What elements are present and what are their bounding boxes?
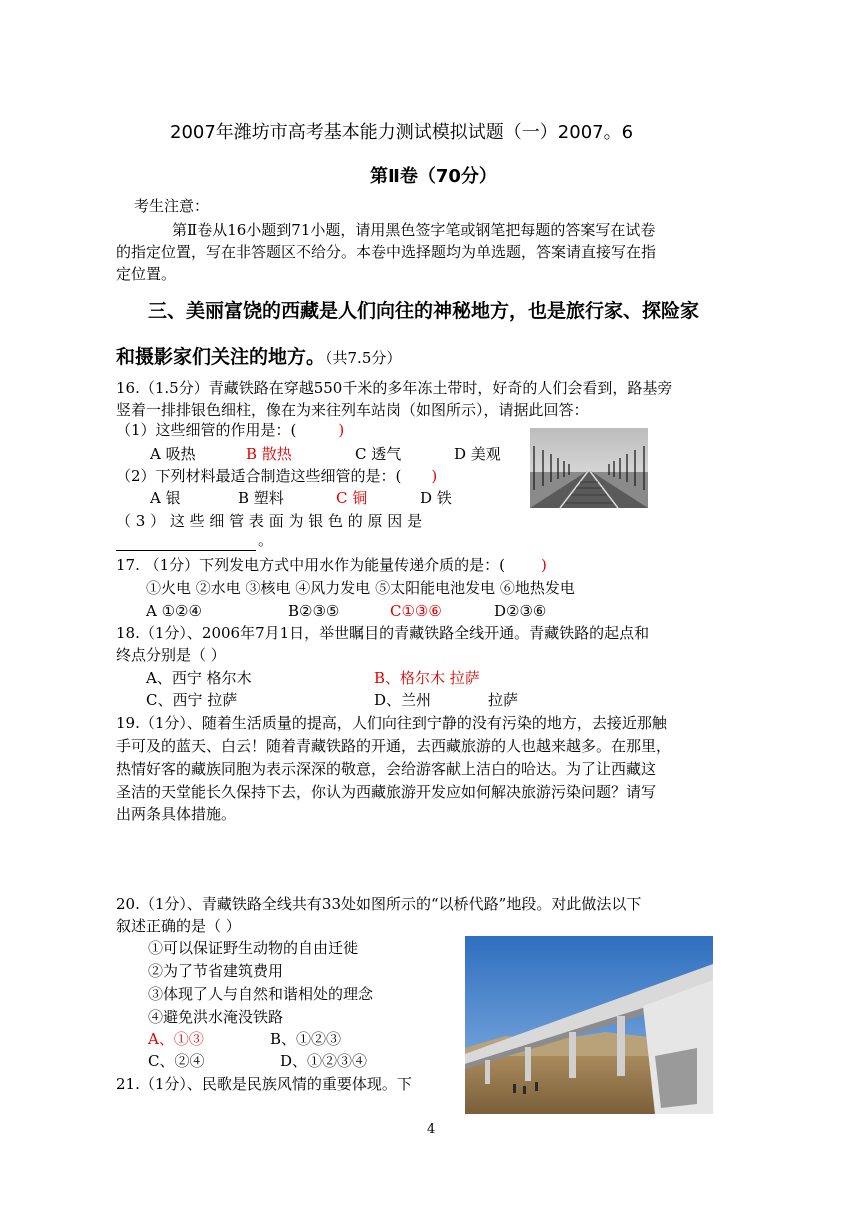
viaduct-bridge-photo xyxy=(465,936,713,1114)
q20-statement-3: ③体现了人与自然和谐相处的理念 xyxy=(148,985,374,1003)
q16-stem-line-2: 竖着一排排银色细柱，像在为来往列车站岗（如图所示），请据此回答： xyxy=(116,401,589,419)
q19-line-3: 热情好客的藏族同胞为表示深深的敬意，会给游客献上洁白的哈达。为了让西藏这 xyxy=(116,760,657,778)
q18-option-d-end: 拉萨 xyxy=(488,691,519,709)
q21-stem: 21.（1分）、民歌是民族风情的重要体现。下 xyxy=(116,1075,412,1093)
q17-option-a: A ①②④ xyxy=(146,602,202,620)
q18-stem-line-1: 18.（1分）、2006年7月1日，举世瞩目的青藏铁路全线开通。青藏铁路的起点和 xyxy=(116,624,650,642)
section-points: （共7.5分） xyxy=(325,349,402,367)
q19-line-1: 19.（1分）、随着生活质量的提高，人们向往到宁静的没有污染的地方，去接近那触 xyxy=(116,714,667,732)
q20-stem-line-2: 叙述正确的是（ ） xyxy=(116,917,241,935)
railway-photo-graphic xyxy=(530,428,648,508)
q20-option-a: A、①③ xyxy=(148,1030,204,1048)
q17-options: ①火电 ②水电 ③核电 ④风力发电 ⑤太阳能电池发电 ⑥地热发电 xyxy=(146,579,575,597)
q17-close: ) xyxy=(541,556,547,574)
q16-part1-stem: （1）这些细管的作用是：( xyxy=(116,421,297,439)
q16-part2 xyxy=(116,466,437,486)
section-heading-text: 和摄影家们关注的地方。 xyxy=(116,346,326,368)
q20-option-c: C、②④ xyxy=(148,1052,205,1070)
q16-part1-option-c: C 透气 xyxy=(355,445,402,463)
q19-line-4: 圣洁的天堂能长久保持下去，你认为西藏旅游开发应如何解决旅游污染问题？请写 xyxy=(116,783,657,801)
q16-part1 xyxy=(116,420,344,440)
q19-line-5: 出两条具体措施。 xyxy=(116,805,237,823)
q18-option-b: B、格尔木 拉萨 xyxy=(374,669,480,687)
section-heading-line-2 xyxy=(116,342,401,369)
q20-stem-line-1: 20.（1分）、青藏铁路全线共有33处如图所示的“以桥代路”地段。对此做法以下 xyxy=(116,895,642,913)
q20-statement-1: ①可以保证野生动物的自由迁徙 xyxy=(148,939,359,957)
notice-label: 考生注意： xyxy=(134,197,210,215)
q16-stem-line-1: 16.（1.5分）青藏铁路在穿越550千米的多年冻土带时，好奇的人们会看到，路基旁 xyxy=(116,379,673,397)
q16-part3-blank[interactable] xyxy=(116,530,256,551)
viaduct-photo-graphic xyxy=(465,936,713,1114)
q16-part2-option-a: A 银 xyxy=(150,489,181,507)
q16-part2-close: ) xyxy=(431,467,438,485)
q20-statement-2: ②为了节省建筑费用 xyxy=(148,962,284,980)
q16-part1-close: ) xyxy=(338,421,345,439)
q16-part2-option-b: B 塑料 xyxy=(238,489,284,507)
q18-stem-line-2: 终点分别是（ ） xyxy=(116,646,226,664)
q16-part2-stem: （2）下列材料最适合制造这些细管的是：( xyxy=(116,467,402,485)
q16-part1-option-b: B 散热 xyxy=(246,445,292,463)
q17-option-b: B②③⑤ xyxy=(288,602,340,620)
section-heading-line-1: 三、美丽富饶的西藏是人们向往的神秘地方，也是旅行家、探险家 xyxy=(148,300,700,322)
q16-part2-option-c: C 铜 xyxy=(336,489,368,507)
q20-option-b: B、①②③ xyxy=(270,1030,342,1048)
q18-option-a: A、西宁 格尔木 xyxy=(146,669,252,687)
q16-part2-option-d: D 铁 xyxy=(420,489,452,507)
q17-option-d: D②③⑥ xyxy=(494,602,547,620)
page-title: 2007年潍坊市高考基本能力测试模拟试题（一）2007。6 xyxy=(170,122,634,143)
notice-line-1: 第Ⅱ卷从16小题到71小题，请用黑色签字笔或钢笔把每题的答案写在试卷 xyxy=(172,221,656,239)
railway-cooling-pipes-photo xyxy=(530,428,648,508)
q16-part1-option-d: D 美观 xyxy=(454,445,501,463)
q17-stem xyxy=(116,555,547,575)
notice-line-2: 的指定位置，写在非答题区不给分。本卷中选择题均为单选题，答案请直接写在指 xyxy=(116,243,657,261)
part-heading: 第Ⅱ卷（70分） xyxy=(370,166,497,187)
q16-part3-stem: （ 3 ） 这 些 细 管 表 面 为 银 色 的 原 因 是 xyxy=(116,512,423,530)
q16-part3-period: 。 xyxy=(258,531,274,549)
page-number: 4 xyxy=(427,1122,436,1137)
q18-option-d: D、兰州 xyxy=(374,691,432,709)
q20-statement-4: ④避免洪水淹没铁路 xyxy=(148,1008,284,1026)
q16-part1-option-a: A 吸热 xyxy=(150,445,196,463)
q19-line-2: 手可及的蓝天、白云！随着青藏铁路的开通，去西藏旅游的人也越来越多。在那里， xyxy=(116,737,672,755)
q17-option-c: C①③⑥ xyxy=(390,602,442,620)
q17-stem-text: 17. （1分）下列发电方式中用水作为能量传递介质的是：( xyxy=(116,556,506,574)
q20-option-d: D、①②③④ xyxy=(280,1052,368,1070)
q18-option-c: C、西宁 拉萨 xyxy=(146,691,238,709)
notice-line-3: 定位置。 xyxy=(116,265,177,283)
